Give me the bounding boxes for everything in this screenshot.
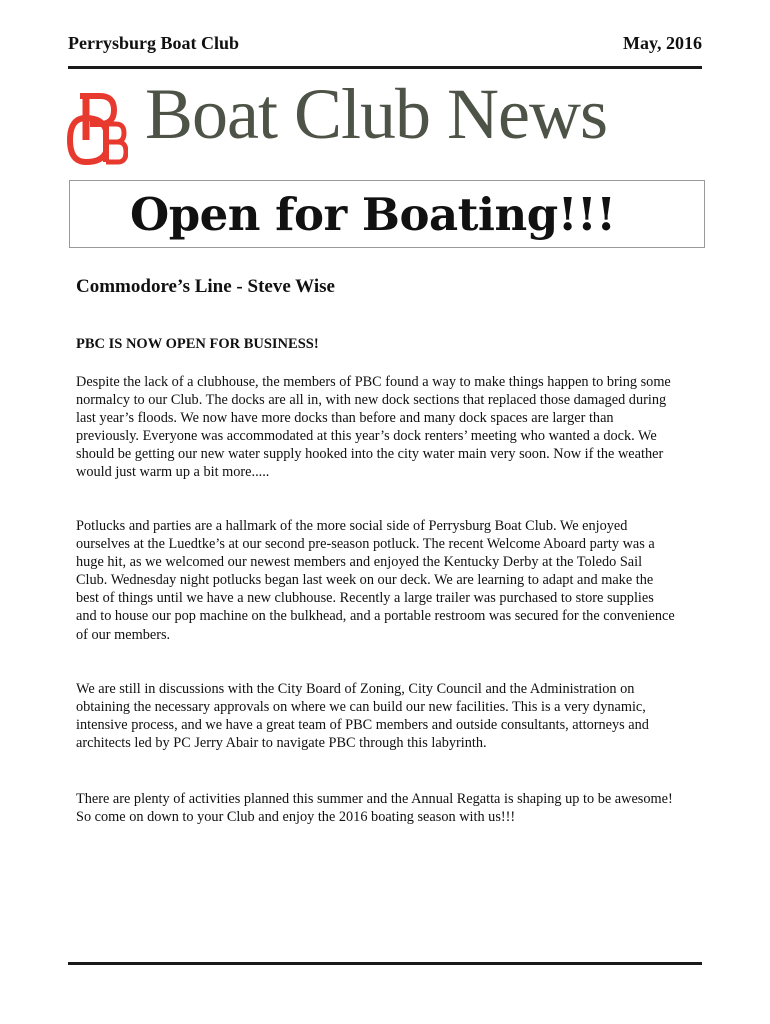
masthead-title: Boat Club News: [145, 74, 607, 154]
paragraph: Despite the lack of a clubhouse, the members of PBC found a way to make things happen to bring some normalcy to our Club. The docks are all in, with new dock sections that replaced those damaged during last year’s floods. We now have more docks than before and many dock spaces are larger than previously. Everyone was accommodated at this year’s dock renters’ meeting who wanted a dock. We should be getting our new water supply hooked into the city water main very soon. Now if the weather would just warm up a bit more.....: [76, 374, 671, 481]
top-divider: [68, 66, 702, 69]
headline-box: [69, 180, 705, 248]
headline: Open for Boating!!!: [130, 188, 616, 241]
page-header: [68, 30, 702, 56]
issue-date: May, 2016: [623, 32, 702, 53]
pbc-logo-icon: [62, 90, 128, 166]
paragraph: There are plenty of activities planned this summer and the Annual Regatta is shaping up to be awesome! So come on down to your Club and enjoy the 2016 boating season with us!!!: [76, 791, 673, 826]
section-title: Commodore’s Line - Steve Wise: [76, 276, 335, 297]
bottom-divider: [68, 962, 702, 965]
section-subhead: PBC IS NOW OPEN FOR BUSINESS!: [76, 336, 319, 352]
org-name: Perrysburg Boat Club: [68, 32, 239, 53]
paragraph: Potlucks and parties are a hallmark of the more social side of Perrysburg Boat Club. We enjoyed ourselves at the Luedtke’s at our second pre-season potluck. The recent Welcome Aboard party was a huge hit, as we welcomed our newest members and enjoyed the Kentucky Derby at the Toledo Sail Club. Wednesday night potlucks began last week on our deck. We are learning to adapt and make the best of things until we have a new clubhouse. Recently a large trailer was purchased to store supplies and to house our pop machine on the bulkhead, and a portable restroom was secured for the convenience of our members.: [76, 518, 675, 643]
paragraph: We are still in discussions with the City Board of Zoning, City Council and the Administration on obtaining the necessary approvals on where we can build our new facilities. This is a very dynamic, intensive process, and we have a great team of PBC members and outside consultants, attorneys and architects led by PC Jerry Abair to navigate PBC through this labyrinth.: [76, 681, 649, 752]
